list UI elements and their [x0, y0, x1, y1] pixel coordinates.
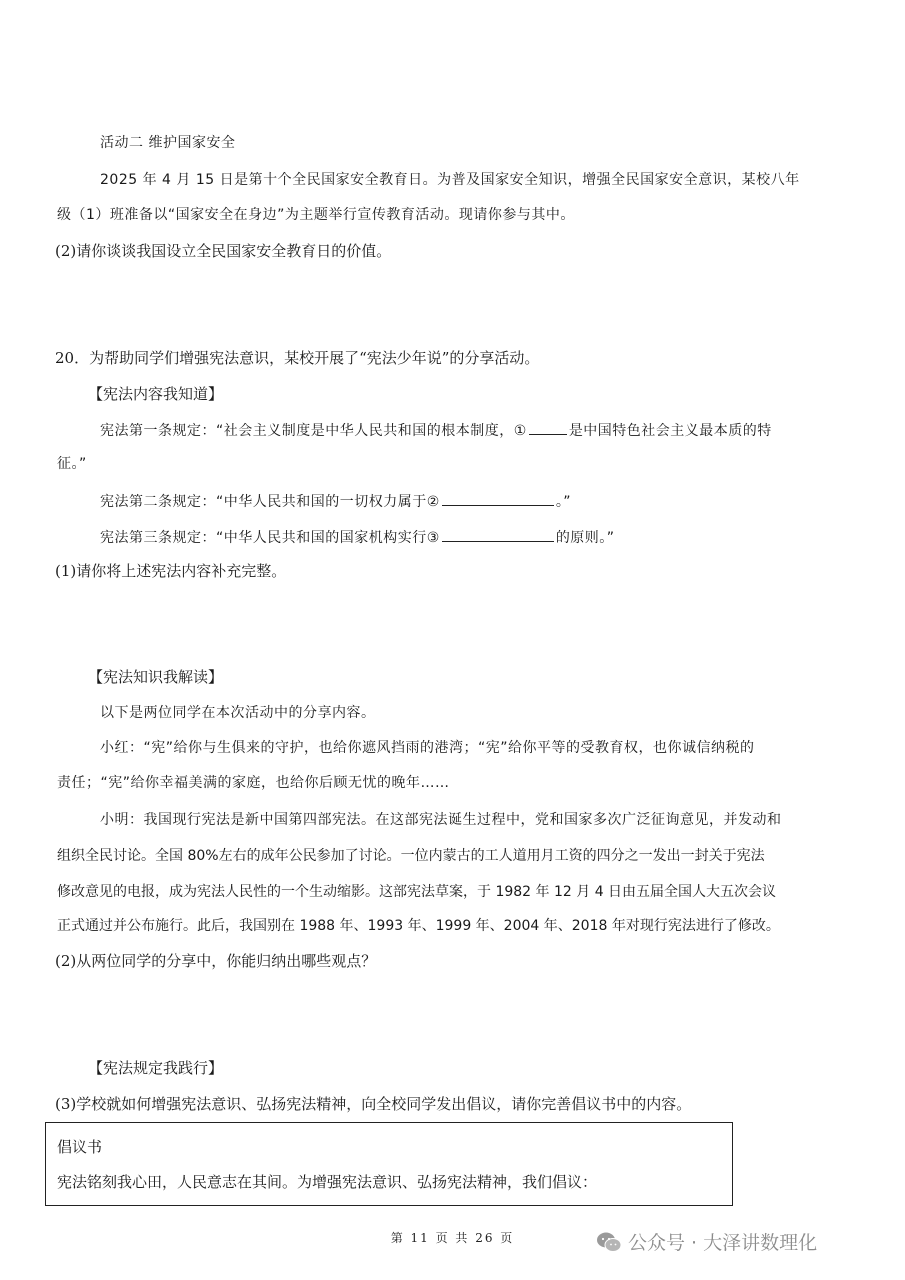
xiaoming-line2: 组织全民讨论。全国 80%左右的成年公民参加了讨论。一位内蒙古的工人道用月工资的四分之一发出一封关于宪法: [57, 848, 765, 864]
activity-title: 活动二 维护国家安全: [100, 135, 236, 151]
question-20-3: (3)学校就如何增强宪法意识、弘扬宪法精神，向全校同学发出倡议，请你完善倡议书中的内容。: [55, 1095, 692, 1113]
article-1-text-a: 宪法第一条规定：“社会主义制度是中华人民共和国的根本制度，①: [100, 423, 527, 439]
page-footer: 第 11 页 共 26 页: [390, 1231, 515, 1245]
article-1-end: 征。”: [57, 456, 87, 472]
blank-1[interactable]: [529, 419, 567, 435]
question-20-2: (2)从两位同学的分享中，你能归纳出哪些观点？: [55, 952, 377, 970]
proposal-box: [45, 1122, 733, 1206]
activity-intro-line1: 2025 年 4 月 15 日是第十个全民国家安全教育日。为普及国家安全知识，增强全民国家安全意识，某校八年: [100, 172, 800, 188]
section-header-practice: 【宪法规定我践行】: [88, 1059, 224, 1077]
wechat-icon: [596, 1231, 622, 1253]
share-intro: 以下是两位同学在本次活动中的分享内容。: [100, 705, 376, 721]
question-20-1: (1)请你将上述宪法内容补充完整。: [55, 562, 287, 580]
article-3-text-b: 的原则。”: [555, 530, 615, 546]
article-3-line: [100, 526, 615, 548]
proposal-title: 倡议书: [57, 1138, 103, 1156]
article-2-text-a: 宪法第二条规定：“中华人民共和国的一切权力属于②: [100, 494, 440, 510]
xiaoming-line1: 小明：我国现行宪法是新中国第四部宪法。在这部宪法诞生过程中，党和国家多次广泛征询意见，并发动和: [100, 812, 782, 828]
blank-3[interactable]: [442, 526, 554, 542]
xiaoming-line4: 正式通过并公布施行。此后，我国别在 1988 年、1993 年、1999 年、2004 年、2018 年对现行宪法进行了修改。: [57, 918, 780, 934]
watermark: [596, 1228, 817, 1255]
question-2-value: (2)请你谈谈我国设立全民国家安全教育日的价值。: [55, 242, 392, 260]
xiaoming-line3: 修改意见的电报，成为宪法人民性的一个生动缩影。这部宪法草案，于 1982 年 12 月 4 日由五届全国人大五次会议: [57, 884, 777, 900]
article-1-line: [100, 419, 772, 441]
article-3-text-a: 宪法第三条规定：“中华人民共和国的国家机构实行③: [100, 530, 440, 546]
question-20-stem: 20．为帮助同学们增强宪法意识，某校开展了“宪法少年说”的分享活动。: [55, 349, 540, 367]
blank-2[interactable]: [442, 490, 554, 506]
proposal-text: 宪法铭刻我心田，人民意志在其间。为增强宪法意识、弘扬宪法精神，我们倡议：: [57, 1173, 598, 1191]
xiaohong-line2: 责任；“宪”给你幸福美满的家庭，也给你后顾无忧的晚年……: [57, 775, 450, 791]
section-header-interpret: 【宪法知识我解读】: [88, 668, 224, 686]
xiaohong-line1: 小红：“宪”给你与生俱来的守护，也给你遮风挡雨的港湾；“宪”给你平等的受教育权，也你诚信纳税的: [100, 740, 755, 756]
article-1-text-b: 是中国特色社会主义最本质的特: [568, 423, 772, 439]
section-header-know: 【宪法内容我知道】: [88, 385, 224, 403]
article-2-text-b: 。”: [555, 494, 572, 510]
watermark-text: 公众号 · 大泽讲数理化: [628, 1232, 818, 1254]
activity-intro-line2: 级（1）班准备以“国家安全在身边”为主题举行宣传教育活动。现请你参与其中。: [57, 207, 575, 223]
article-2-line: [100, 490, 571, 512]
